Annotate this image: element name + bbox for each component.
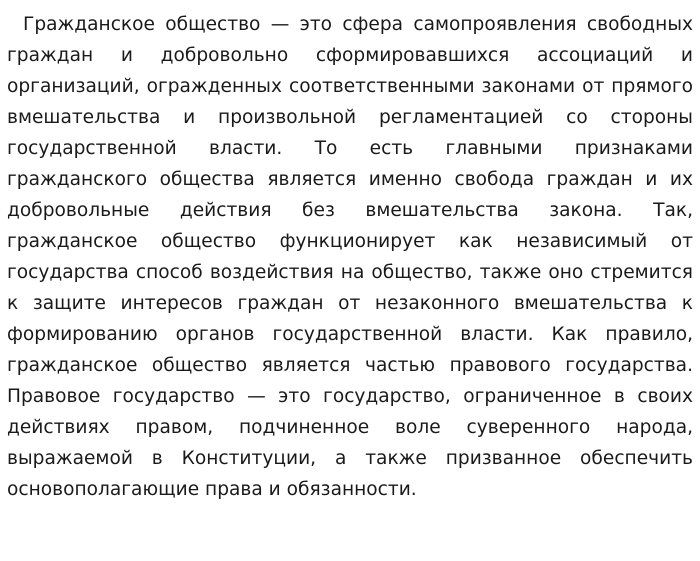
body-paragraph: Гражданское общество — это сфера самопроявления свободных граждан и добровольно сформировавшихся ассоциаций и организаций, огражденных соответственными законами от прямого вмешательства и произвольной регламентацией со стороны государственной власти. То есть главными признаками гражданского общества является именно свобода граждан и их добровольные действия без вмешательства закона. Так, гражданское общество функционирует как независимый от государства способ воздействия на общество, также оно стремится к защите интересов граждан от незаконного вмешательства к формированию органов государственной власти. Как правило, гражданское общество является частью правового государства. Правовое государство — это государство, ограниченное в своих действиях правом, подчиненное воле суверенного народа, выражаемой в Конституции, а также призванное обеспечить основополагающие права и обязанности.: [7, 14, 693, 500]
